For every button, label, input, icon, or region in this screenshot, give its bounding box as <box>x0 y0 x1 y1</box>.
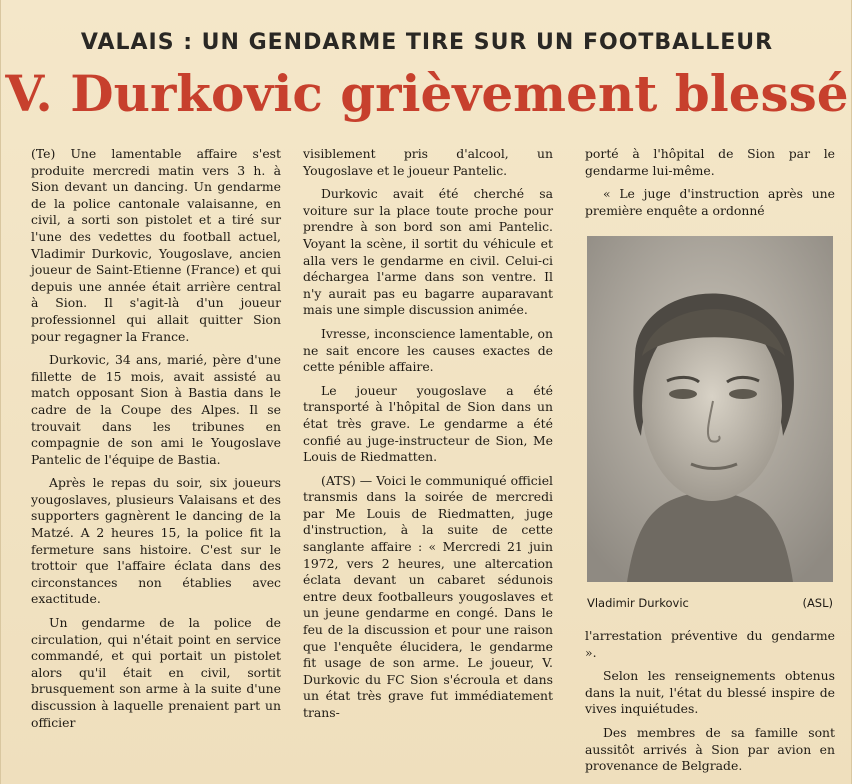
paragraph: l'arrestation préventive du gendarme ». <box>585 628 835 660</box>
paragraph: Un gendarme de la police de circulation, qui n'était point en service commandé, et qui portait un pistolet alors qu'il était en civil, sortit brusquement son arme à la suite d'une discussion à laquelle prenaient part un officier <box>31 615 281 730</box>
kicker-headline: VALAIS : UN GENDARME TIRE SUR UN FOOTBALLEUR <box>80 30 774 55</box>
caption-credit: (ASL) <box>802 596 833 610</box>
photo-caption <box>587 596 833 610</box>
article-column-2 <box>303 146 553 729</box>
caption-name: Vladimir Durkovic <box>587 596 689 610</box>
paragraph: (Te) Une lamentable affaire s'est produite mercredi matin vers 3 h. à Sion devant un dancing. Un gendarme de la police cantonale valaisanne, en civil, a sorti son pistolet et a tiré sur l'une des vedettes du football actuel, Vladimir Durkovic, Yougoslave, ancien joueur de Saint-Etienne (France) et qui depuis une année était arrière central à Sion. Il s'agit-là d'un joueur professionnel qui allait quitter Sion pour regagner la France. <box>31 146 281 344</box>
portrait-photo <box>587 236 833 582</box>
paragraph: porté à l'hôpital de Sion par le gendarme lui-même. <box>585 146 835 178</box>
paragraph: Selon les renseignements obtenus dans la nuit, l'état du blessé inspire de vives inquiétudes. <box>585 668 835 717</box>
paragraph: Ivresse, inconscience lamentable, on ne sait encore les causes exactes de cette pénible affaire. <box>303 325 553 375</box>
paragraph: Le joueur yougoslave a été transporté à l'hôpital de Sion dans un état très grave. Le gendarme a été confié au juge-instructeur de Sion, Me Louis de Riedmatten. <box>303 382 553 465</box>
paragraph: visiblement pris d'alcool, un Yougoslave et le joueur Pantelic. <box>303 146 553 178</box>
paragraph: (ATS) — Voici le communiqué officiel transmis dans la soirée de mercredi par Me Louis de Riedmatten, juge d'instruction, à la suite de cette sanglante affaire : « Mercredi 21 juin 1972, vers 2 heures, une altercation éclata devant un cabaret sédunois entre deux footballeurs yougoslaves et un jeune gendarme en congé. Dans le feu de la discussion et pour une raison que l'enquête élucidera, le gendarme fit usage de son arme. Le joueur, V. Durkovic du FC Sion s'écroula et dans un état très grave fut immédiatement trans- <box>303 472 553 720</box>
main-headline: V. Durkovic grièvement blessé <box>5 64 849 123</box>
paragraph: Durkovic, 34 ans, marié, père d'une fillette de 15 mois, avait assisté au match opposant Sion à Bastia dans le cadre de la Coupe des Alpes. Il se trouvait dans les tribunes en compagnie de son ami le Yougoslave Pantelic de l'équipe de Bastia. <box>31 352 281 467</box>
paragraph: Durkovic avait été cherché sa voiture sur la place toute proche pour prendre à son bord son ami Pantelic. Voyant la scène, il sortit du véhicule et alla vers le gendarme en civil. Celui-ci déchargea l'arme dans son ventre. Il n'y aurait pas eu bagarre auparavant mais une simple discussion animée. <box>303 186 553 318</box>
article-column-3-continued <box>585 628 835 782</box>
paragraph: Après le repas du soir, six joueurs yougoslaves, plusieurs Valaisans et des supporters gagnèrent le dancing de la Matzé. A 2 heures 15, la police fit la fermeture sans histoire. C'est sur le trottoir que l'affaire éclata dans des circonstances non établies avec exactitude. <box>31 475 281 607</box>
portrait-image <box>587 236 833 582</box>
article-column-3 <box>585 146 835 226</box>
paragraph: Des membres de sa famille sont aussitôt arrivés à Sion par avion en provenance de Belgrade. <box>585 724 835 774</box>
article-column-1 <box>31 146 281 738</box>
paragraph: « Le juge d'instruction après une première enquête a ordonné <box>585 186 835 218</box>
